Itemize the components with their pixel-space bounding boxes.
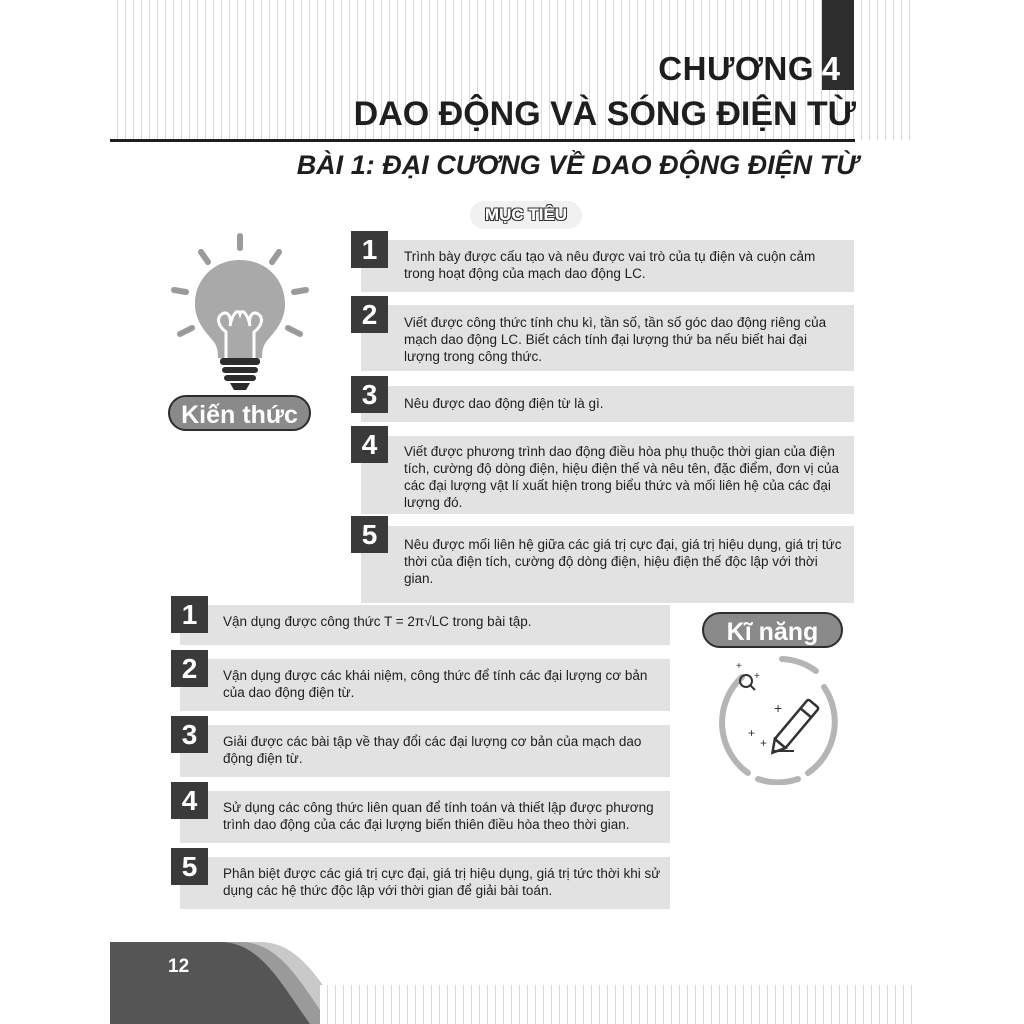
chapter-heading [360,50,844,88]
item-text: Viết được phương trình dao động điều hòa phụ thuộc thời gian của điện tích, cường độ dòng điện, hiệu điện thế và nêu tên, đặc điểm, đơn vị của các đại lượng vật lí xuất hiện trong biểu thức và mối liên hệ của các đại lượng đó. [404,444,840,510]
svg-text:+: + [760,736,768,750]
footer-stripes [320,985,914,1024]
item-text: Giải được các bài tập về thay đổi các đại lượng cơ bản của mạch dao động điện từ. [223,734,642,766]
item-number: 1 [351,231,388,268]
svg-text:+: + [774,700,783,716]
item-number: 2 [171,650,208,687]
chapter-title: DAO ĐỘNG VÀ SÓNG ĐIỆN TỪ [353,95,856,133]
svg-text:+: + [736,661,742,672]
skills-label: Kĩ năng [702,612,843,648]
item-number: 4 [351,426,388,463]
svg-text:+: + [748,726,756,740]
item-text: Trình bày được cấu tạo và nêu được vai trò của tụ điện và cuộn cảm trong hoạt động của mạch dao động LC. [404,249,816,281]
section-heading: MỤC TIÊU [484,205,568,224]
lightbulb-icon [168,230,313,395]
item-text: Nêu được dao động điện từ là gì. [404,396,604,411]
section-heading-badge [470,201,582,229]
knowledge-label: Kiến thức [168,395,311,431]
item-text: Nêu được mối liên hệ giữa các giá trị cực đại, giá trị hiệu dụng, giá trị tức thời của điện tích, cường độ dòng điện, hiệu điện thế độc lập với thời gian. [404,537,842,586]
svg-text:+: + [754,671,760,682]
footer-wave [110,942,350,1024]
item-text: Vận dụng được các khái niệm, công thức để tính các đại lượng cơ bản của dao động điện từ. [223,668,648,700]
item-text: Phân biệt được các giá trị cực đại, giá trị hiệu dụng, giá trị tức thời khi sử dụng các hệ thức độc lập với thời gian để giải bài toán. [223,866,661,898]
item-number: 3 [351,376,388,413]
lesson-title: BÀI 1: ĐẠI CƯƠNG VỀ DAO ĐỘNG ĐIỆN TỪ [296,150,858,180]
chapter-label: CHƯƠNG [658,50,814,87]
item-number: 3 [171,716,208,753]
item-number: 5 [171,848,208,885]
chapter-number: 4 [821,50,841,87]
item-text: Sử dụng các công thức liên quan để tính toán và thiết lập được phương trình dao động của các đại lượng biến thiên điều hòa theo thời gian. [223,800,654,832]
item-text: Vận dụng được công thức T = 2π√LC trong bài tập. [223,614,532,629]
item-number: 4 [171,782,208,819]
header-rule [110,139,855,142]
pencil-magnifier-icon [712,655,847,785]
item-text: Viết được công thức tính chu kì, tần số, tần số góc dao động riêng của mạch dao động LC. Biết cách tính đại lượng thứ ba nếu biết hai đại lượng trong công thức. [404,315,827,364]
item-number: 5 [351,516,388,553]
page-number: 12 [168,956,190,977]
item-number: 2 [351,296,388,333]
item-number: 1 [171,596,208,633]
